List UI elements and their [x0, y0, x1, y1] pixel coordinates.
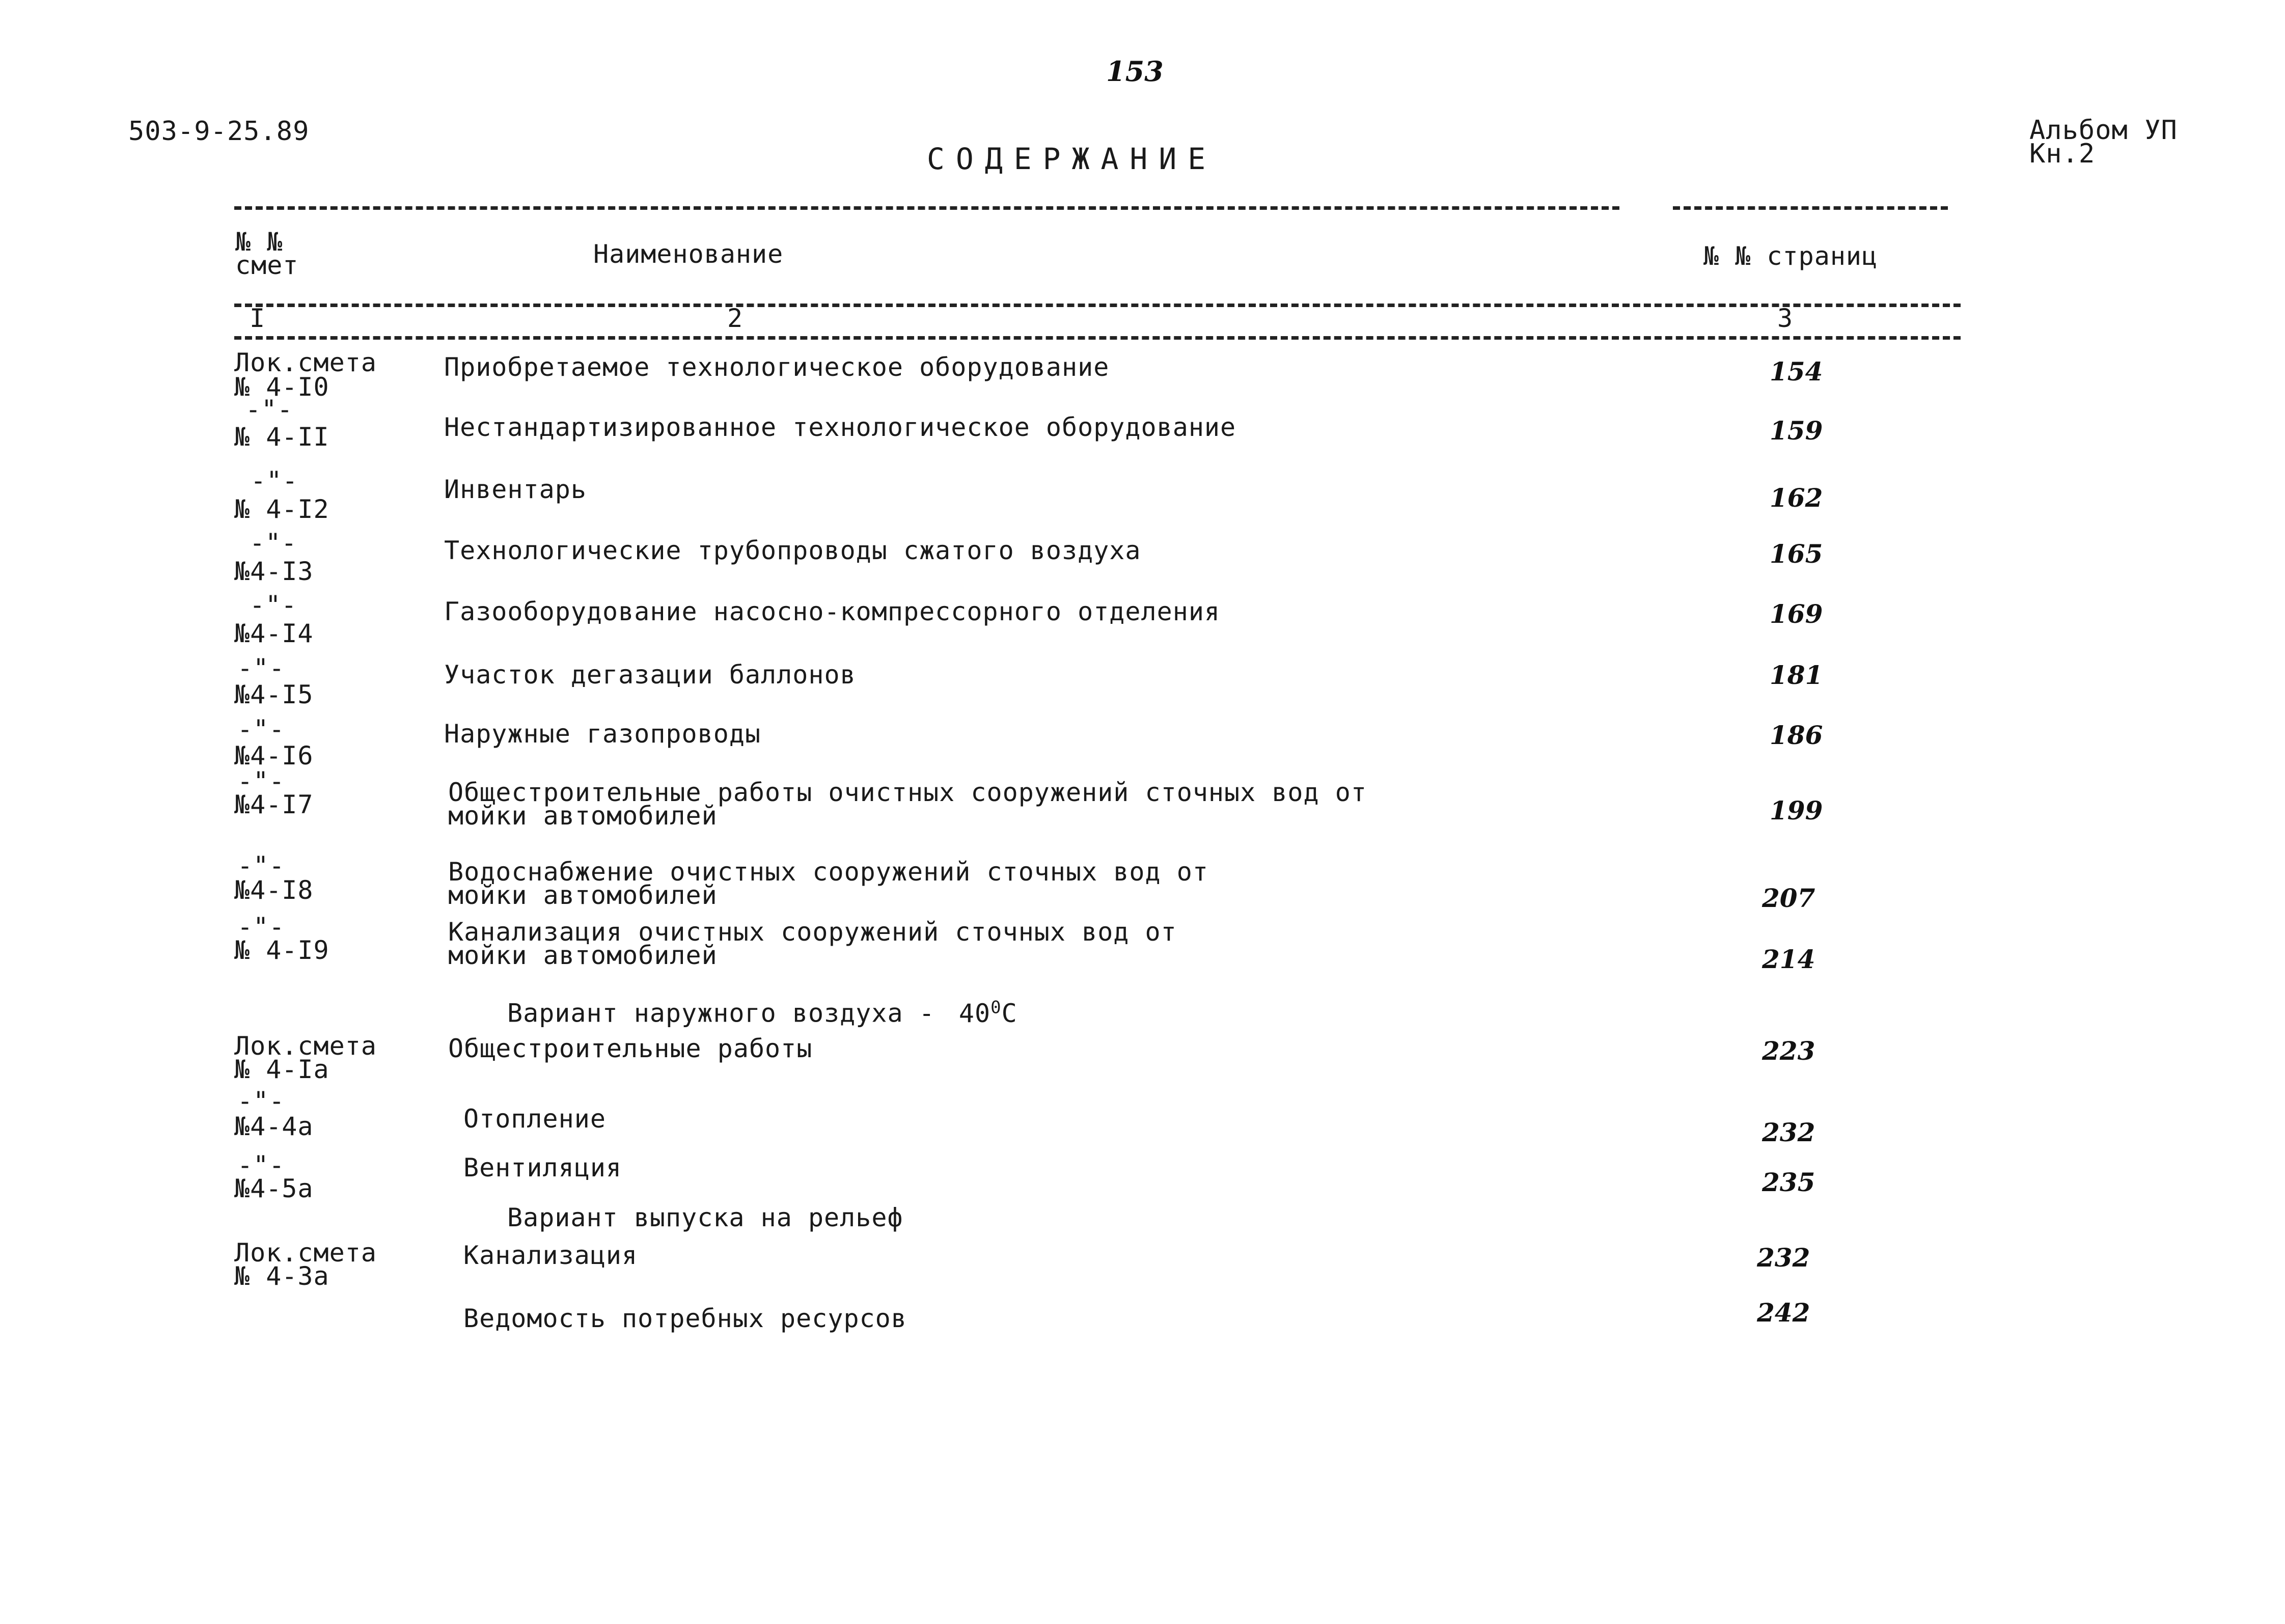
table-row-estimate-number: №4-I4: [234, 619, 314, 648]
section-heading-relief-outlet: Вариант выпуска на рельеф: [507, 1203, 903, 1232]
section-heading-unit: C: [1001, 998, 1017, 1028]
column-number-1: I: [250, 304, 266, 333]
table-row-ditto: -"-: [237, 766, 285, 796]
table-row-estimate-number: № 4-3а: [234, 1261, 329, 1291]
table-row-ditto: -"-: [251, 466, 298, 496]
section-heading-number: 40: [958, 998, 991, 1028]
section-heading-label: Вариант наружного воздуха -: [507, 998, 935, 1028]
table-row-ditto: -"-: [237, 851, 285, 880]
section-heading-degree: 0: [990, 997, 1002, 1017]
table-row-page: 199: [1770, 795, 1823, 825]
table-row-estimate-label: Лок.смета: [234, 1238, 377, 1268]
table-row-name: Общестроительные работы очистных сооружений сточных вод от: [448, 778, 1367, 807]
page-number: 153: [1106, 55, 1164, 88]
table-row-estimate-number: №4-I3: [234, 557, 314, 586]
table-row-page: 169: [1770, 599, 1823, 629]
table-row-page: 162: [1770, 483, 1823, 513]
column-number-3: 3: [1777, 304, 1794, 333]
table-row-ditto: -"-: [237, 912, 285, 942]
table-row-name: Участок дегазации баллонов: [444, 660, 856, 690]
table-row-page: 154: [1770, 356, 1823, 387]
section-heading-value: [959, 999, 1017, 1028]
table-row-name: Технологические трубопроводы сжатого воздуха: [444, 536, 1141, 565]
top-rule: [234, 206, 1619, 210]
table-row-ditto: -"-: [250, 590, 297, 620]
album-label: Альбом УП: [2029, 115, 2178, 146]
table-row-ditto: -"-: [237, 714, 285, 744]
header-rule-2: [234, 336, 1961, 340]
table-row-name-continued: мойки автомобилей: [448, 801, 718, 831]
table-row-name-continued: мойки автомобилей: [448, 941, 718, 970]
table-row-name: Нестандартизированное технологическое оборудование: [444, 412, 1236, 442]
table-row-name: Водоснабжение очистных сооружений сточных вод от: [448, 857, 1208, 887]
table-row-page: 235: [1762, 1167, 1815, 1197]
table-row-page: 165: [1770, 539, 1823, 569]
table-row-ditto: -"-: [237, 1150, 285, 1180]
table-row-page: 232: [1762, 1117, 1815, 1147]
table-row-page: 207: [1762, 883, 1815, 913]
book-label: Кн.2: [2029, 139, 2096, 169]
table-row-estimate-number: №4-4а: [234, 1112, 314, 1141]
table-row-estimate-label: Лок.смета: [234, 1031, 377, 1061]
table-row-page: 159: [1770, 416, 1823, 446]
document-code: 503-9-25.89: [128, 116, 310, 147]
column-number-2: 2: [727, 304, 744, 333]
table-row-estimate-number: №4-I8: [234, 875, 314, 905]
section-heading-outdoor-air: [507, 997, 1017, 1028]
table-row-page: 181: [1770, 660, 1823, 690]
table-row-name-continued: мойки автомобилей: [448, 880, 718, 910]
table-row-ditto: -"-: [245, 395, 293, 424]
top-rule-right: [1673, 206, 1948, 210]
table-row-name: Инвентарь: [444, 475, 587, 504]
table-row-estimate-number: №4-I5: [234, 680, 314, 709]
table-row-ditto: -"-: [237, 1086, 285, 1116]
table-row-estimate-number: № 4-II: [234, 422, 329, 452]
table-row-estimate-number: № 4-I9: [234, 935, 329, 965]
table-row-name: Газооборудование насосно-компрессорного отделения: [444, 597, 1221, 626]
header-estimate-number-line2: смет: [235, 251, 299, 280]
table-row-page: 232: [1757, 1243, 1810, 1273]
table-row-estimate-number: № 4-I0: [234, 372, 329, 402]
table-row-ditto: -"-: [250, 528, 297, 558]
table-row-page: 214: [1762, 944, 1815, 974]
table-row-name: Отопление: [463, 1104, 606, 1134]
page-title: СОДЕРЖАНИЕ: [927, 142, 1217, 176]
table-row-name: Приобретаемое технологическое оборудование: [444, 352, 1110, 382]
header-name: Наименование: [593, 239, 784, 269]
table-row-estimate-label: Лок.смета: [234, 348, 377, 377]
table-row-estimate-number: №4-5а: [234, 1174, 314, 1203]
table-row-name: Канализация: [463, 1241, 638, 1270]
table-row-estimate-number: №4-I7: [234, 790, 314, 819]
header-pages: № № страниц: [1703, 241, 1878, 271]
table-row-ditto: -"-: [237, 653, 285, 683]
table-row-name: Канализация очистных сооружений сточных вод от: [448, 917, 1177, 947]
resources-statement: Ведомость потребных ресурсов: [463, 1304, 907, 1333]
table-row-estimate-number: №4-I6: [234, 741, 314, 770]
table-row-name: Вентиляция: [463, 1153, 622, 1182]
table-row-page: 223: [1762, 1036, 1815, 1066]
table-row-name: Наружные газопроводы: [444, 719, 761, 749]
table-row-estimate-number: № 4-Iа: [234, 1055, 329, 1084]
table-row-name: Общестроительные работы: [448, 1034, 813, 1063]
header-rule-1: [234, 304, 1961, 307]
table-row-page: 186: [1770, 720, 1823, 750]
header-estimate-number-line1: № №: [235, 227, 283, 257]
table-row-estimate-number: № 4-I2: [234, 494, 329, 524]
resources-statement-page: 242: [1757, 1298, 1810, 1328]
